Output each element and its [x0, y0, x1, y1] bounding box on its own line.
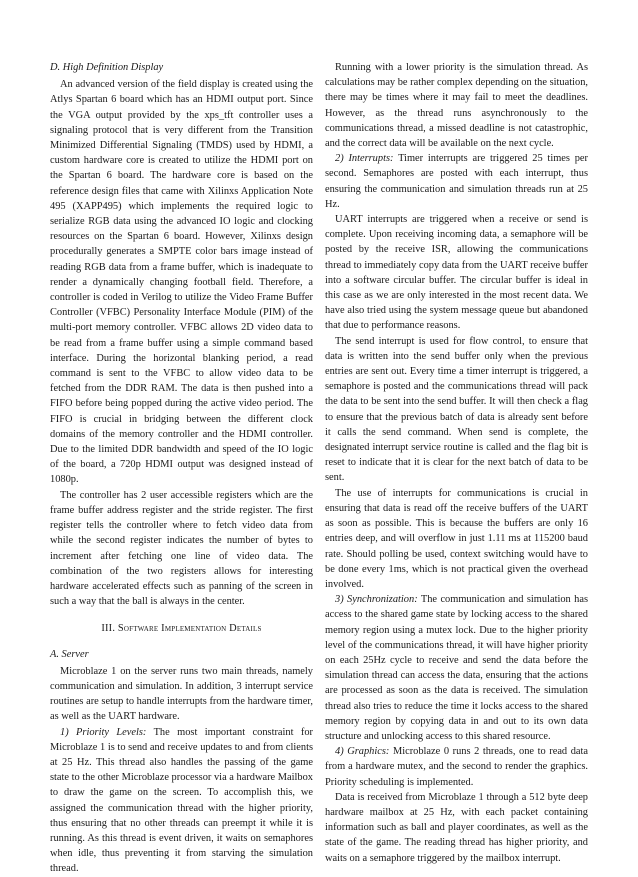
paragraph-server-threads: Microblaze 1 on the server runs two main threads, namely communication and simulation. In addition, 3 interrupt service routines are setup to handle interrupts from the hardware timer, as well as the UART hardware. [50, 665, 313, 723]
section-heading-software-implementation: III. Software Implementation Details [101, 623, 262, 635]
inline-heading-priority-levels: 1) Priority Levels: [60, 726, 147, 738]
paragraph-synchronization [325, 592, 588, 744]
subsection-heading-high-definition-display: D. High Definition Display [50, 62, 164, 73]
inline-heading-interrupts: 2) Interrupts: [335, 153, 394, 165]
synchronization-text: The communication and simulation has access to the shared game state by locking access to the shared memory region using a mutex lock. Due to the higher priority level of the communications thread, it will have higher priority on each 25Hz cycle to receive and send the data before the simulation thread can access the data, ensuring that the actions are processed as soon as the data is received. The simulation thread also tries to reduce the time it locks access to the shared memory region by copying data in and out to its own data structure and unlocking access to this shared resource. [325, 594, 588, 742]
paragraph-interrupt-use: The use of interrupts for communications is crucial in ensuring that data is read off the receive buffers of the UART as soon as possible. This is because the buffers are only 16 entries deep, and will overflow in just 1.11 ms at 115200 baud rate. Should polling be used, context switching would have to be done every 1ms, which is not practical given the overhead involved. [325, 487, 588, 590]
paragraph-priority-levels [50, 725, 313, 877]
paragraph-simulation-thread: Running with a lower priority is the simulation thread. As calculations may be rather complex depending on the situation, there may be times where it may fail to meet the deadlines. However, as the thread runs asynchronously to the communications thread, a missed deadline is not catastrophic, and the correct data will be available on the next cycle. [325, 62, 588, 150]
right-column [325, 60, 588, 866]
left-column [50, 60, 313, 877]
priority-levels-text: The most important constraint for Microblaze 1 is to send and receive updates to and from clients at 25 Hz. This thread also handles the passing of the game state to the other Microblaze processor via a hardware Mailbox to draw the game on the screen. To accomplish this, we assigned the communication thread with the higher priority, thus ensuring that no other threads can preempt it while it is running. As this thread is event driven, it waits on semaphores when idle, thus preventing it from starving the simulation thread. [50, 726, 313, 875]
inline-heading-synchronization: 3) Synchronization: [335, 594, 418, 606]
paragraph-mailbox: Data is received from Microblaze 1 through a 512 byte deep hardware mailbox at 25 Hz, with each packet containing information such as ball and player coordinates, as well as the state of the game. The reading thread has higher priority, and waits on a semaphore triggered by the mailbox interrupt. [325, 791, 588, 864]
paragraph-controller-registers: The controller has 2 user accessible registers which are the frame buffer address register and the stride register. The first register tells the controller where to fetch video data from while the second register indicates the number of bytes to increment after fetching one line of video data. The combination of the two registers allows for interesting hardware accelerated effects such as panning of the screen in such a way that the ball is always in the center. [50, 489, 313, 608]
inline-heading-graphics: 4) Graphics: [335, 746, 390, 758]
subsection-heading-server: A. Server [50, 648, 89, 660]
paragraph-hdmi-core: An advanced version of the field display is created using the Atlys Spartan 6 board which has an HDMI output port. Since the VGA output provided by the xps_tft controller uses a signaling protocol that is very different from the Transition Minimized Differential Signaling (TMDS) used by HDMI, a custom hardware core is created to utilize the HDMI port on the Spartan 6 board. The hardware core is based on the reference design files that came with Xilinxs Application Note 495 (XAPP495) which implements the required logic to serialize RGB data using the advanced IO logic and clocking resources on the Spartan 6 board. However, Xilinxs design procedurally generates a SMPTE color bars image instead of reading RGB data from a frame buffer, which is inadequate to render a dynamically changing football field. Therefore, a controller is coded in Verilog to utilize the Video Frame Buffer Controller (VFBC) Personality Interface Module (PIM) of the multi-port memory controller. VFBC allows 2D video data to be read from a frame buffer using a simple command based interface. During the horizontal blanking period, a read command is sent to the VFBC to allow video data to be fetched from the DDR RAM. The data is then pushed into a FIFO before being popped during the active video period. The FIFO is crucial in bridging between the different clock domains of the memory controller and the HDMI controller. Due to the limited DDR bandwidth and speed of the IO logic of the board, a 720p HDMI output was designed instead of 1080p. [50, 79, 313, 486]
paragraph-send-interrupt: The send interrupt is used for flow control, to ensure that data is written into the send buffer only when the previous entries are sent out. Every time a timer interrupt is triggered, a semaphore is posted and the communications thread will pack the data to be sent into the send buffer. It will then check a flag to ensure that the previous batch of data is already sent before it calls the send command. When send is complete, the designated interrupt service routine is called and the flag bit is reset to indicate that it is clear for the next batch of data to be sent. [325, 335, 588, 484]
paragraph-interrupts [325, 151, 588, 212]
paragraph-uart-interrupts: UART interrupts are triggered when a receive or send is complete. Upon receiving incoming data, a semaphore will be posted by the receive ISR, allowing the communications thread to immediately copy data from the UART receive buffer into a software circular buffer. The circular buffer is ideal in this case as we are only interested in the most recent data. We have also tried using the system message queue but abandoned that due to performance reasons. [325, 214, 588, 332]
interrupts-text: Timer interrupts are triggered 25 times per second. Semaphores are posted with each interrupt, thus ensuring the communication and simulation threads run at 25 Hz. [325, 153, 588, 210]
paragraph-graphics [325, 744, 588, 790]
graphics-text: Microblaze 0 runs 2 threads, one to read data from a hardware mutex, and the second to render the graphics. Priority scheduling is implemented. [325, 746, 589, 788]
